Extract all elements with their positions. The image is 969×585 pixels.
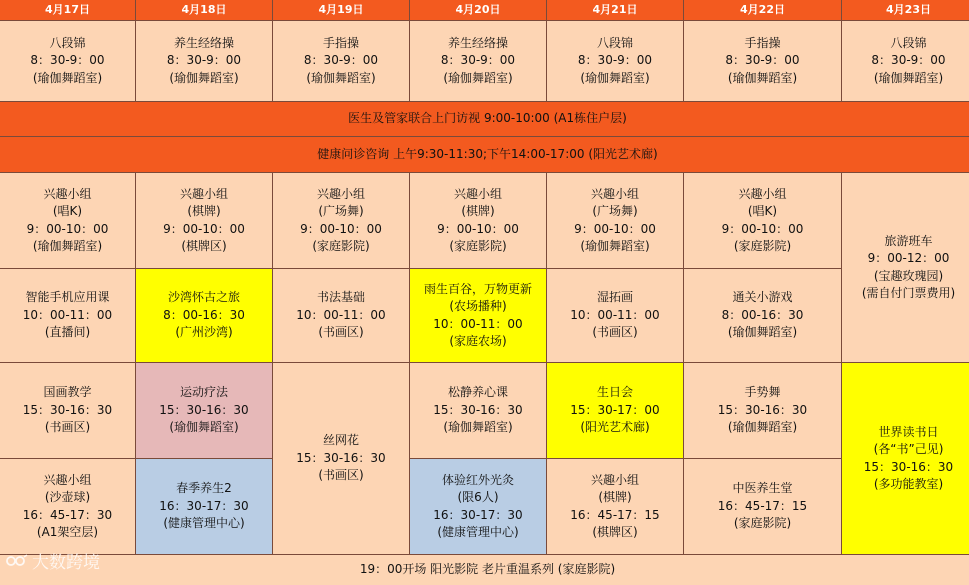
activity-cell	[547, 269, 683, 362]
activity-cell	[273, 173, 409, 268]
activity-time: 9：00-10：00	[300, 221, 382, 236]
activity-time: 9：00-12：00	[867, 251, 950, 265]
activity-place: (广州沙湾)	[175, 325, 233, 340]
activity-sub: (棋牌)	[187, 204, 221, 218]
activity-cell	[410, 21, 546, 101]
activity-cell	[410, 363, 546, 458]
activity-cell	[0, 269, 135, 362]
activity-place: (直播间)	[44, 325, 91, 340]
activity-time: 8：30-9：00	[871, 53, 946, 68]
date-header: 4月17日	[0, 0, 135, 20]
activity-time: 8：30-9：00	[577, 53, 653, 68]
activity-name: 养生经络操	[447, 35, 508, 50]
activity-time: 9：00-10：00	[163, 221, 245, 236]
activity-name: 书法基础	[316, 290, 365, 305]
activity-name: 智能手机应用课	[25, 290, 110, 305]
activity-name: 兴趣小组	[453, 186, 502, 201]
activity-cell	[410, 173, 546, 268]
activity-place: (瑜伽舞蹈室)	[169, 420, 239, 435]
date-header: 4月23日	[842, 0, 969, 20]
activity-cell	[684, 269, 841, 362]
activity-cell	[273, 21, 409, 101]
activity-cell	[0, 363, 135, 458]
activity-name: 旅游班车	[884, 233, 933, 248]
activity-cell	[547, 173, 683, 268]
activity-place: (书画区)	[318, 468, 364, 483]
activity-place: (瑜伽舞蹈室)	[32, 70, 103, 85]
watermark-text: 大数跨境	[32, 553, 100, 573]
activity-time: 8：30-9：00	[166, 53, 242, 68]
activity-name: 中医养生堂	[732, 481, 793, 496]
activity-name: 春季养生2	[176, 481, 232, 496]
activity-cell	[0, 21, 135, 101]
date-header: 4月21日	[547, 0, 683, 20]
activity-place: (健康管理中心)	[163, 516, 245, 531]
activity-time: 16：30-17：30	[159, 498, 249, 513]
activity-place: (瑜伽舞蹈室)	[169, 70, 239, 85]
date-header: 4月19日	[273, 0, 409, 20]
activity-name: 兴趣小组	[590, 186, 639, 201]
activity-place: (瑜伽舞蹈室)	[580, 239, 650, 253]
activity-cell	[547, 459, 683, 554]
activity-place: (瑜伽舞蹈室)	[727, 420, 798, 435]
activity-place: (瑜伽舞蹈室)	[873, 70, 944, 85]
date-header: 4月18日	[136, 0, 272, 20]
activity-time: 16：30-17：30	[433, 507, 523, 522]
date-header: 4月20日	[410, 0, 546, 20]
activity-name: 八段锦	[890, 35, 927, 50]
activity-name: 丝网花	[322, 433, 359, 448]
activity-cell	[684, 173, 841, 268]
activity-place: (瑜伽舞蹈室)	[32, 239, 103, 253]
activity-time: 15：30-16：30	[433, 402, 523, 417]
activity-sub: (限6人)	[457, 490, 499, 504]
activity-place: (瑜伽舞蹈室)	[580, 70, 650, 85]
activity-time: 9：00-10：00	[437, 221, 519, 236]
activity-name: 沙湾怀古之旅	[167, 290, 240, 305]
activity-name: 体验红外光灸	[441, 472, 514, 487]
evening-movie-banner: 19：00开场 阳光影院 老片重温系列 (家庭影院)	[0, 555, 969, 585]
activity-sub: (棋牌)	[598, 490, 632, 504]
activity-name: 养生经络操	[173, 35, 234, 50]
activity-name: 手指操	[322, 35, 359, 50]
activity-name: 手指操	[744, 35, 781, 50]
activity-time: 10：00-11：00	[296, 307, 386, 322]
activity-cell	[547, 21, 683, 101]
activity-name: 兴趣小组	[43, 472, 92, 487]
activity-time: 8：30-9：00	[303, 53, 379, 68]
activity-place: (A1架空层)	[36, 525, 99, 539]
activity-place: (多功能教室)	[873, 477, 944, 491]
travel-bus-cell	[842, 173, 969, 362]
activity-cell	[273, 363, 409, 554]
activity-time: 10：00-11：00	[433, 316, 523, 331]
activity-place: (宝趣玫瑰园)	[873, 268, 944, 283]
activity-place: (瑜伽舞蹈室)	[443, 70, 513, 85]
activity-place: (棋牌区)	[592, 525, 638, 539]
activity-name: 运动疗法	[179, 385, 228, 400]
activity-cell-highlight	[136, 269, 272, 362]
activity-name: 雨生百谷，万物更新	[423, 281, 532, 296]
activity-name: 世界读书日	[878, 424, 939, 439]
activity-cell-highlight	[842, 363, 969, 554]
activity-cell	[684, 459, 841, 554]
activity-time: 8：30-9：00	[440, 53, 516, 68]
date-header: 4月22日	[684, 0, 841, 20]
activity-place: (家庭影院)	[733, 516, 792, 531]
activity-cell	[136, 173, 272, 268]
activity-sub: (唱K)	[52, 204, 83, 218]
activity-place: (家庭农场)	[449, 334, 507, 348]
activity-time: 9：00-10：00	[26, 221, 109, 236]
activity-cell	[0, 459, 135, 554]
activity-time: 10：00-11：00	[22, 307, 113, 322]
activity-time: 15：30-16：30	[296, 450, 386, 465]
activity-sub: (广场舞)	[592, 204, 638, 218]
activity-sub: (沙壶球)	[44, 490, 91, 504]
activity-cell	[842, 21, 969, 101]
activity-place: (健康管理中心)	[437, 525, 519, 539]
activity-time: 15：30-17：00	[570, 402, 660, 417]
activity-time: 15：30-16：30	[717, 402, 808, 417]
activity-sub: (广场舞)	[318, 204, 364, 218]
activity-name: 松静养心课	[447, 385, 508, 400]
activity-name: 手势舞	[744, 385, 781, 400]
activity-note: (需自付门票费用)	[861, 286, 956, 300]
activity-time: 16：45-17：30	[22, 507, 113, 522]
activity-cell	[0, 173, 135, 268]
activity-sub: (农场播种)	[449, 299, 507, 313]
activity-place: (书画区)	[318, 325, 364, 340]
activity-time: 15：30-16：30	[159, 402, 249, 417]
activity-place: (瑜伽舞蹈室)	[443, 420, 513, 435]
activity-name: 八段锦	[49, 35, 86, 50]
activity-time: 15：30-16：30	[863, 459, 954, 474]
activity-name: 兴趣小组	[179, 186, 228, 201]
activity-place: (棋牌区)	[181, 239, 227, 253]
activity-cell-highlight	[136, 459, 272, 554]
activity-time: 8：00-16：30	[163, 307, 245, 322]
activity-place: (瑜伽舞蹈室)	[727, 325, 798, 340]
activity-name: 湿拓画	[596, 290, 633, 305]
activity-time: 9：00-10：00	[574, 221, 656, 236]
activity-cell	[684, 21, 841, 101]
activity-time: 15：30-16：30	[22, 402, 113, 417]
activity-sub: (各“书”己见)	[873, 442, 944, 456]
activity-time: 8：00-16：30	[721, 307, 804, 322]
activity-time: 8：30-9：00	[30, 53, 105, 68]
activity-cell-highlight	[547, 363, 683, 458]
activity-cell	[273, 269, 409, 362]
activity-sub: (唱K)	[747, 204, 778, 218]
activity-time: 16：45-17：15	[570, 507, 660, 522]
activity-place: (家庭影院)	[733, 239, 792, 253]
activity-place: (瑜伽舞蹈室)	[727, 70, 798, 85]
activity-name: 通关小游戏	[732, 290, 793, 305]
activity-name: 兴趣小组	[43, 186, 92, 201]
activity-time: 10：00-11：00	[570, 307, 660, 322]
activity-name: 生日会	[596, 385, 633, 400]
activity-place: (书画区)	[44, 420, 91, 435]
activity-name: 兴趣小组	[316, 186, 365, 201]
activity-cell-highlight	[410, 269, 546, 362]
home-visit-banner: 医生及管家联合上门访视 9:00-10:00 (A1栋住户层)	[0, 102, 969, 136]
activity-cell-highlight	[410, 459, 546, 554]
activity-place: (家庭影院)	[312, 239, 370, 253]
activity-name: 八段锦	[596, 35, 633, 50]
activity-place: (家庭影院)	[449, 239, 507, 253]
activity-time: 16：45-17：15	[717, 498, 808, 513]
health-consult-banner: 健康问诊咨询 上午9:30-11:30;下午14:00-17:00 (阳光艺术廊)	[0, 137, 969, 172]
activity-cell-highlight	[136, 363, 272, 458]
activity-name: 兴趣小组	[590, 472, 639, 487]
activity-time: 9：00-10：00	[721, 221, 804, 236]
activity-cell	[136, 21, 272, 101]
activity-place: (瑜伽舞蹈室)	[306, 70, 376, 85]
activity-time: 8：30-9：00	[725, 53, 800, 68]
activity-place: (书画区)	[592, 325, 638, 340]
activity-name: 兴趣小组	[738, 186, 787, 201]
activity-sub: (棋牌)	[461, 204, 495, 218]
activity-name: 国画教学	[43, 385, 92, 400]
activity-place: (阳光艺术廊)	[580, 420, 650, 435]
activity-cell	[684, 363, 841, 458]
